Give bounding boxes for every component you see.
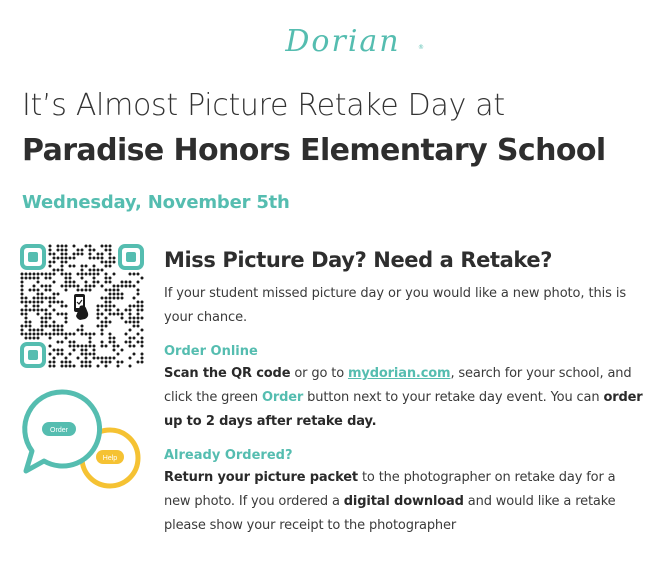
section-heading: Miss Picture Day? Need a Retake? (164, 248, 553, 272)
retake-date: Wednesday, November 5th (22, 192, 290, 213)
qr-finder-bottom-left (22, 344, 44, 366)
scan-qr-text: Scan the QR code (164, 366, 291, 381)
order-bubble-label: Order (50, 427, 68, 434)
digital-download-text: digital download (343, 494, 464, 509)
qr-finder-top-right (120, 246, 142, 268)
page-title-line-1: It’s Almost Picture Retake Day at (22, 88, 505, 123)
intro-paragraph: If your student missed picture day or you would like a new photo, this is your chance. (164, 286, 627, 325)
order-online-paragraph (164, 362, 644, 434)
help-bubble-label: Help (102, 455, 118, 462)
qr-code[interactable] (20, 244, 144, 368)
already-ordered-heading: Already Ordered? (164, 448, 293, 463)
order-online-heading: Order Online (164, 344, 258, 359)
qr-finder-top-left (22, 246, 44, 268)
order-help-chat-illustration (18, 388, 148, 498)
school-name-title: Paradise Honors Elementary School (22, 133, 606, 168)
main-content (164, 246, 644, 538)
dorian-logo (258, 24, 428, 70)
order-word: Order (261, 390, 304, 405)
text: , search for your school, and click the green (164, 366, 632, 405)
already-ordered-paragraph (164, 466, 644, 538)
mydorian-link[interactable]: mydorian.com (347, 366, 451, 381)
text: button next to your retake day event. You can (303, 390, 604, 405)
logo-wordmark: Dorian (285, 24, 401, 59)
order-deadline-text: order up to 2 days after retake day. (164, 390, 643, 429)
text: or go to (290, 366, 348, 381)
registered-mark: ® (418, 44, 424, 51)
text: and would like a retake please show your receipt to the photographer (164, 494, 616, 533)
return-packet-text: Return your picture packet (164, 470, 358, 485)
text: to the photographer on retake day for a new photo. If you ordered a (164, 470, 616, 509)
phone-hand-checkmark-icon (70, 292, 92, 320)
